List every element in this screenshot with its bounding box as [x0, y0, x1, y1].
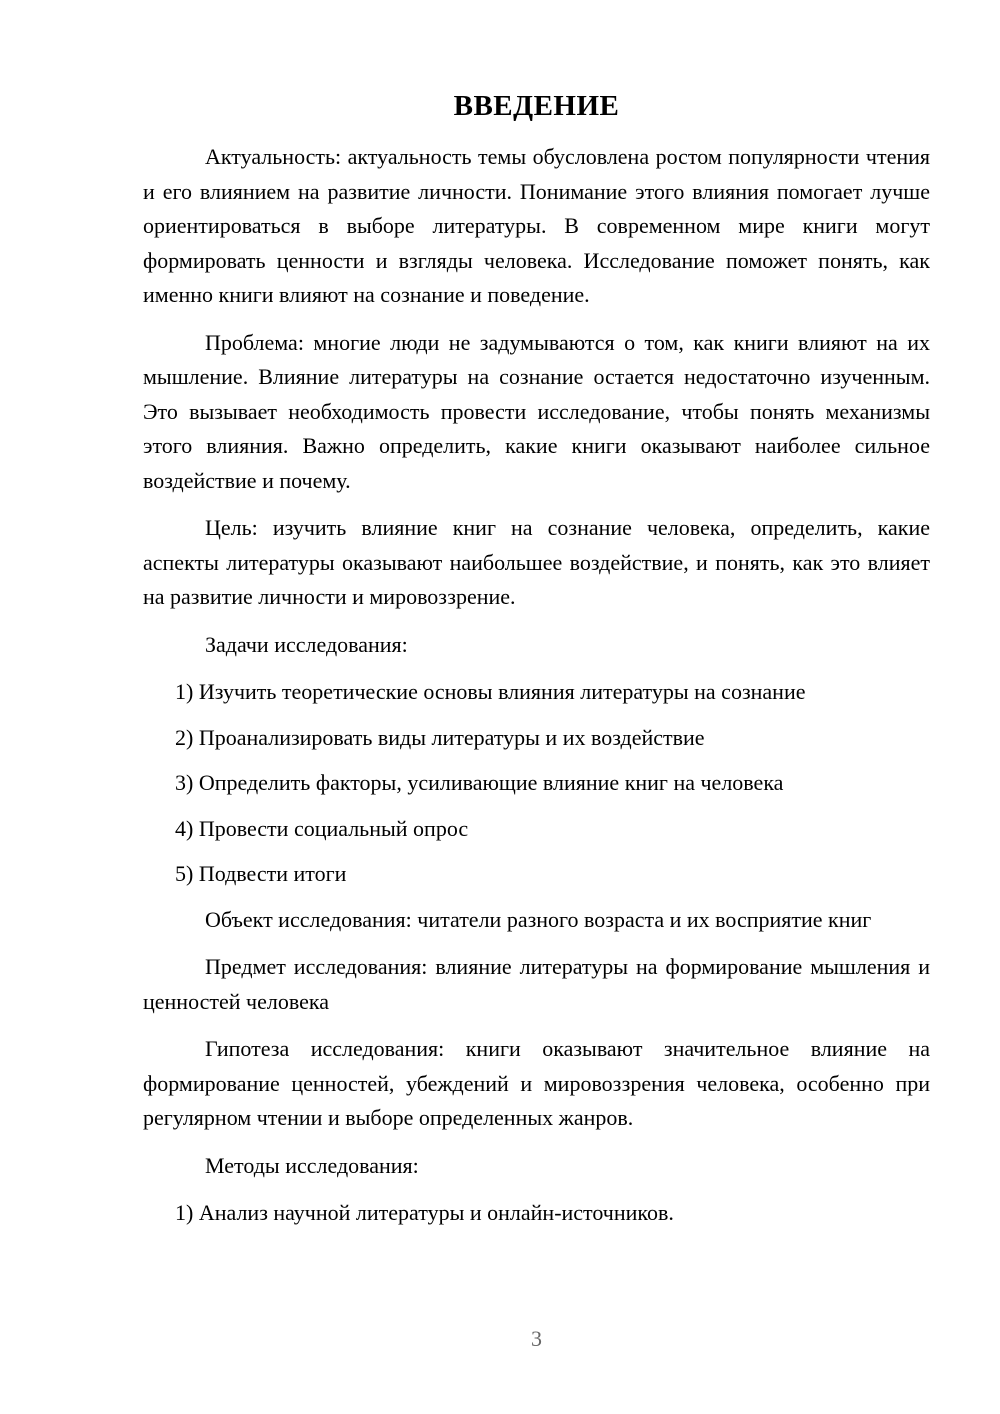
paragraph-problema: Проблема: многие люди не задумываются о том, как книги влияют на их мышление. Влияние литературы на сознание остается недостаточно изученным. Это вызывает необходимость провести исследование, чтобы понять механизмы этого влияния. Важно определить, какие книги оказывают наиболее сильное воздействие и почему.: [143, 329, 930, 493]
paragraph-obekt: Объект исследования: читатели разного возраста и их восприятие книг: [205, 906, 872, 932]
page-number: 3: [531, 1326, 542, 1351]
paragraph-zadachi-heading: Задачи исследования:: [205, 631, 408, 657]
page-content: [143, 88, 930, 1242]
method-list-item-1: 1) Анализ научной литературы и онлайн-источников.: [175, 1200, 674, 1225]
paragraph-predmet: Предмет исследования: влияние литературы на формирование мышления и ценностей человека: [143, 954, 930, 1014]
paragraph-cel: Цель: изучить влияние книг на сознание человека, определить, какие аспекты литературы оказывают наибольшее воздействие, и понять, как это влияет на развитие личности и мировоззрение.: [143, 515, 930, 609]
page-title: ВВЕДЕНИЕ: [453, 90, 620, 122]
task-list-item-5: 5) Подвести итоги: [175, 861, 347, 886]
task-list-item-4: 4) Провести социальный опрос: [175, 815, 469, 841]
task-list-item-1: 1) Изучить теоретические основы влияния литературы на сознание: [175, 679, 806, 704]
paragraph-aktualnost: Актуальность: актуальность темы обусловлена ростом популярности чтения и его влиянием на развитие личности. Понимание этого влияния помогает лучше ориентироваться в выборе литературы. В современном мире книги могут формировать ценности и взгляды человека. Исследование поможет понять, как именно книги влияют на сознание и поведение.: [143, 144, 930, 307]
paragraph-gipoteza: Гипотеза исследования: книги оказывают значительное влияние на формирование ценностей, убеждений и мировоззрения человека, особенно при регулярном чтении и выборе определенных жанров.: [143, 1036, 930, 1130]
paragraph-metody-heading: Методы исследования:: [205, 1152, 419, 1178]
task-list-item-2: 2) Проанализировать виды литературы и их воздействие: [175, 724, 705, 750]
task-list-item-3: 3) Определить факторы, усиливающие влияние книг на человека: [175, 770, 784, 795]
